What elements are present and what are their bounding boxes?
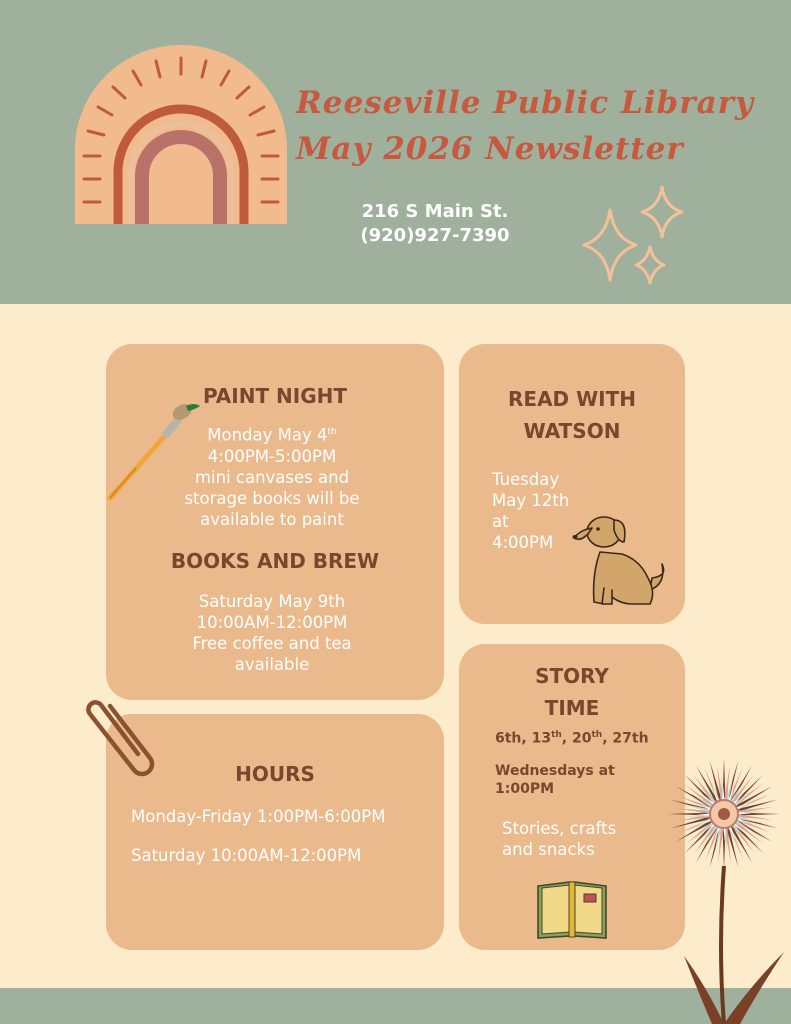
story-time-desc-2: and snacks: [502, 840, 595, 859]
story-time-heading-2: TIME: [544, 696, 600, 720]
book-icon: [536, 878, 608, 940]
paperclip-icon: [80, 692, 160, 782]
read-watson-day: Tuesday: [492, 470, 560, 489]
story-time-heading: [459, 660, 685, 724]
title-line-2: May 2026 Newsletter: [296, 131, 684, 167]
books-brew-desc-2: available: [234, 655, 310, 674]
address: 216 S Main St.: [361, 201, 509, 222]
paint-night-desc-1: mini canvases and: [194, 467, 350, 487]
paint-night-time: 4:00PM-5:00PM: [207, 446, 337, 466]
flower-icon: [660, 756, 791, 1024]
read-watson-heading-2: WATSON: [523, 419, 621, 443]
phone-number: (920)927-7390: [360, 225, 510, 246]
books-brew-heading: BOOKS AND BREW: [170, 549, 380, 573]
paint-night-desc-2: storage books will be: [184, 488, 360, 508]
story-time-desc: [502, 818, 652, 860]
dog-icon: [570, 512, 670, 608]
books-brew-desc-1: Free coffee and tea: [192, 634, 352, 653]
paint-night-date: Monday May 4th: [207, 425, 337, 445]
books-brew-details: [152, 591, 392, 675]
read-watson-heading-1: READ WITH: [508, 387, 636, 411]
newsletter-title: [296, 80, 776, 172]
books-brew-time: 10:00AM-12:00PM: [196, 613, 348, 632]
title-line-1: Reeseville Public Library: [296, 85, 755, 121]
hours-heading: HOURS: [235, 762, 315, 786]
sparkle-icon: [580, 185, 690, 290]
hours-weekday: Monday-Friday 1:00PM-6:00PM: [131, 807, 386, 826]
rainbow-icon: [72, 44, 290, 226]
read-watson-time: 4:00PM: [492, 533, 554, 552]
books-brew-date: Saturday May 9th: [198, 592, 346, 611]
story-time-when: [495, 762, 615, 798]
read-watson-at: at: [492, 512, 509, 531]
story-time-heading-1: STORY: [535, 664, 609, 688]
paint-night-desc-3: available to paint: [200, 509, 344, 529]
story-time-when-2: 1:00PM: [495, 781, 555, 797]
story-time-desc-1: Stories, crafts: [502, 819, 617, 838]
read-watson-heading: [459, 383, 685, 447]
paint-night-heading: PAINT NIGHT: [202, 384, 348, 408]
read-watson-date: May 12th: [492, 491, 570, 510]
contact-info: [330, 200, 540, 248]
story-time-dates: 6th, 13th, 20th, 27th: [495, 730, 649, 747]
paintbrush-icon: [106, 402, 202, 502]
story-time-when-1: Wednesdays at: [495, 763, 615, 779]
hours-saturday: Saturday 10:00AM-12:00PM: [131, 846, 362, 865]
